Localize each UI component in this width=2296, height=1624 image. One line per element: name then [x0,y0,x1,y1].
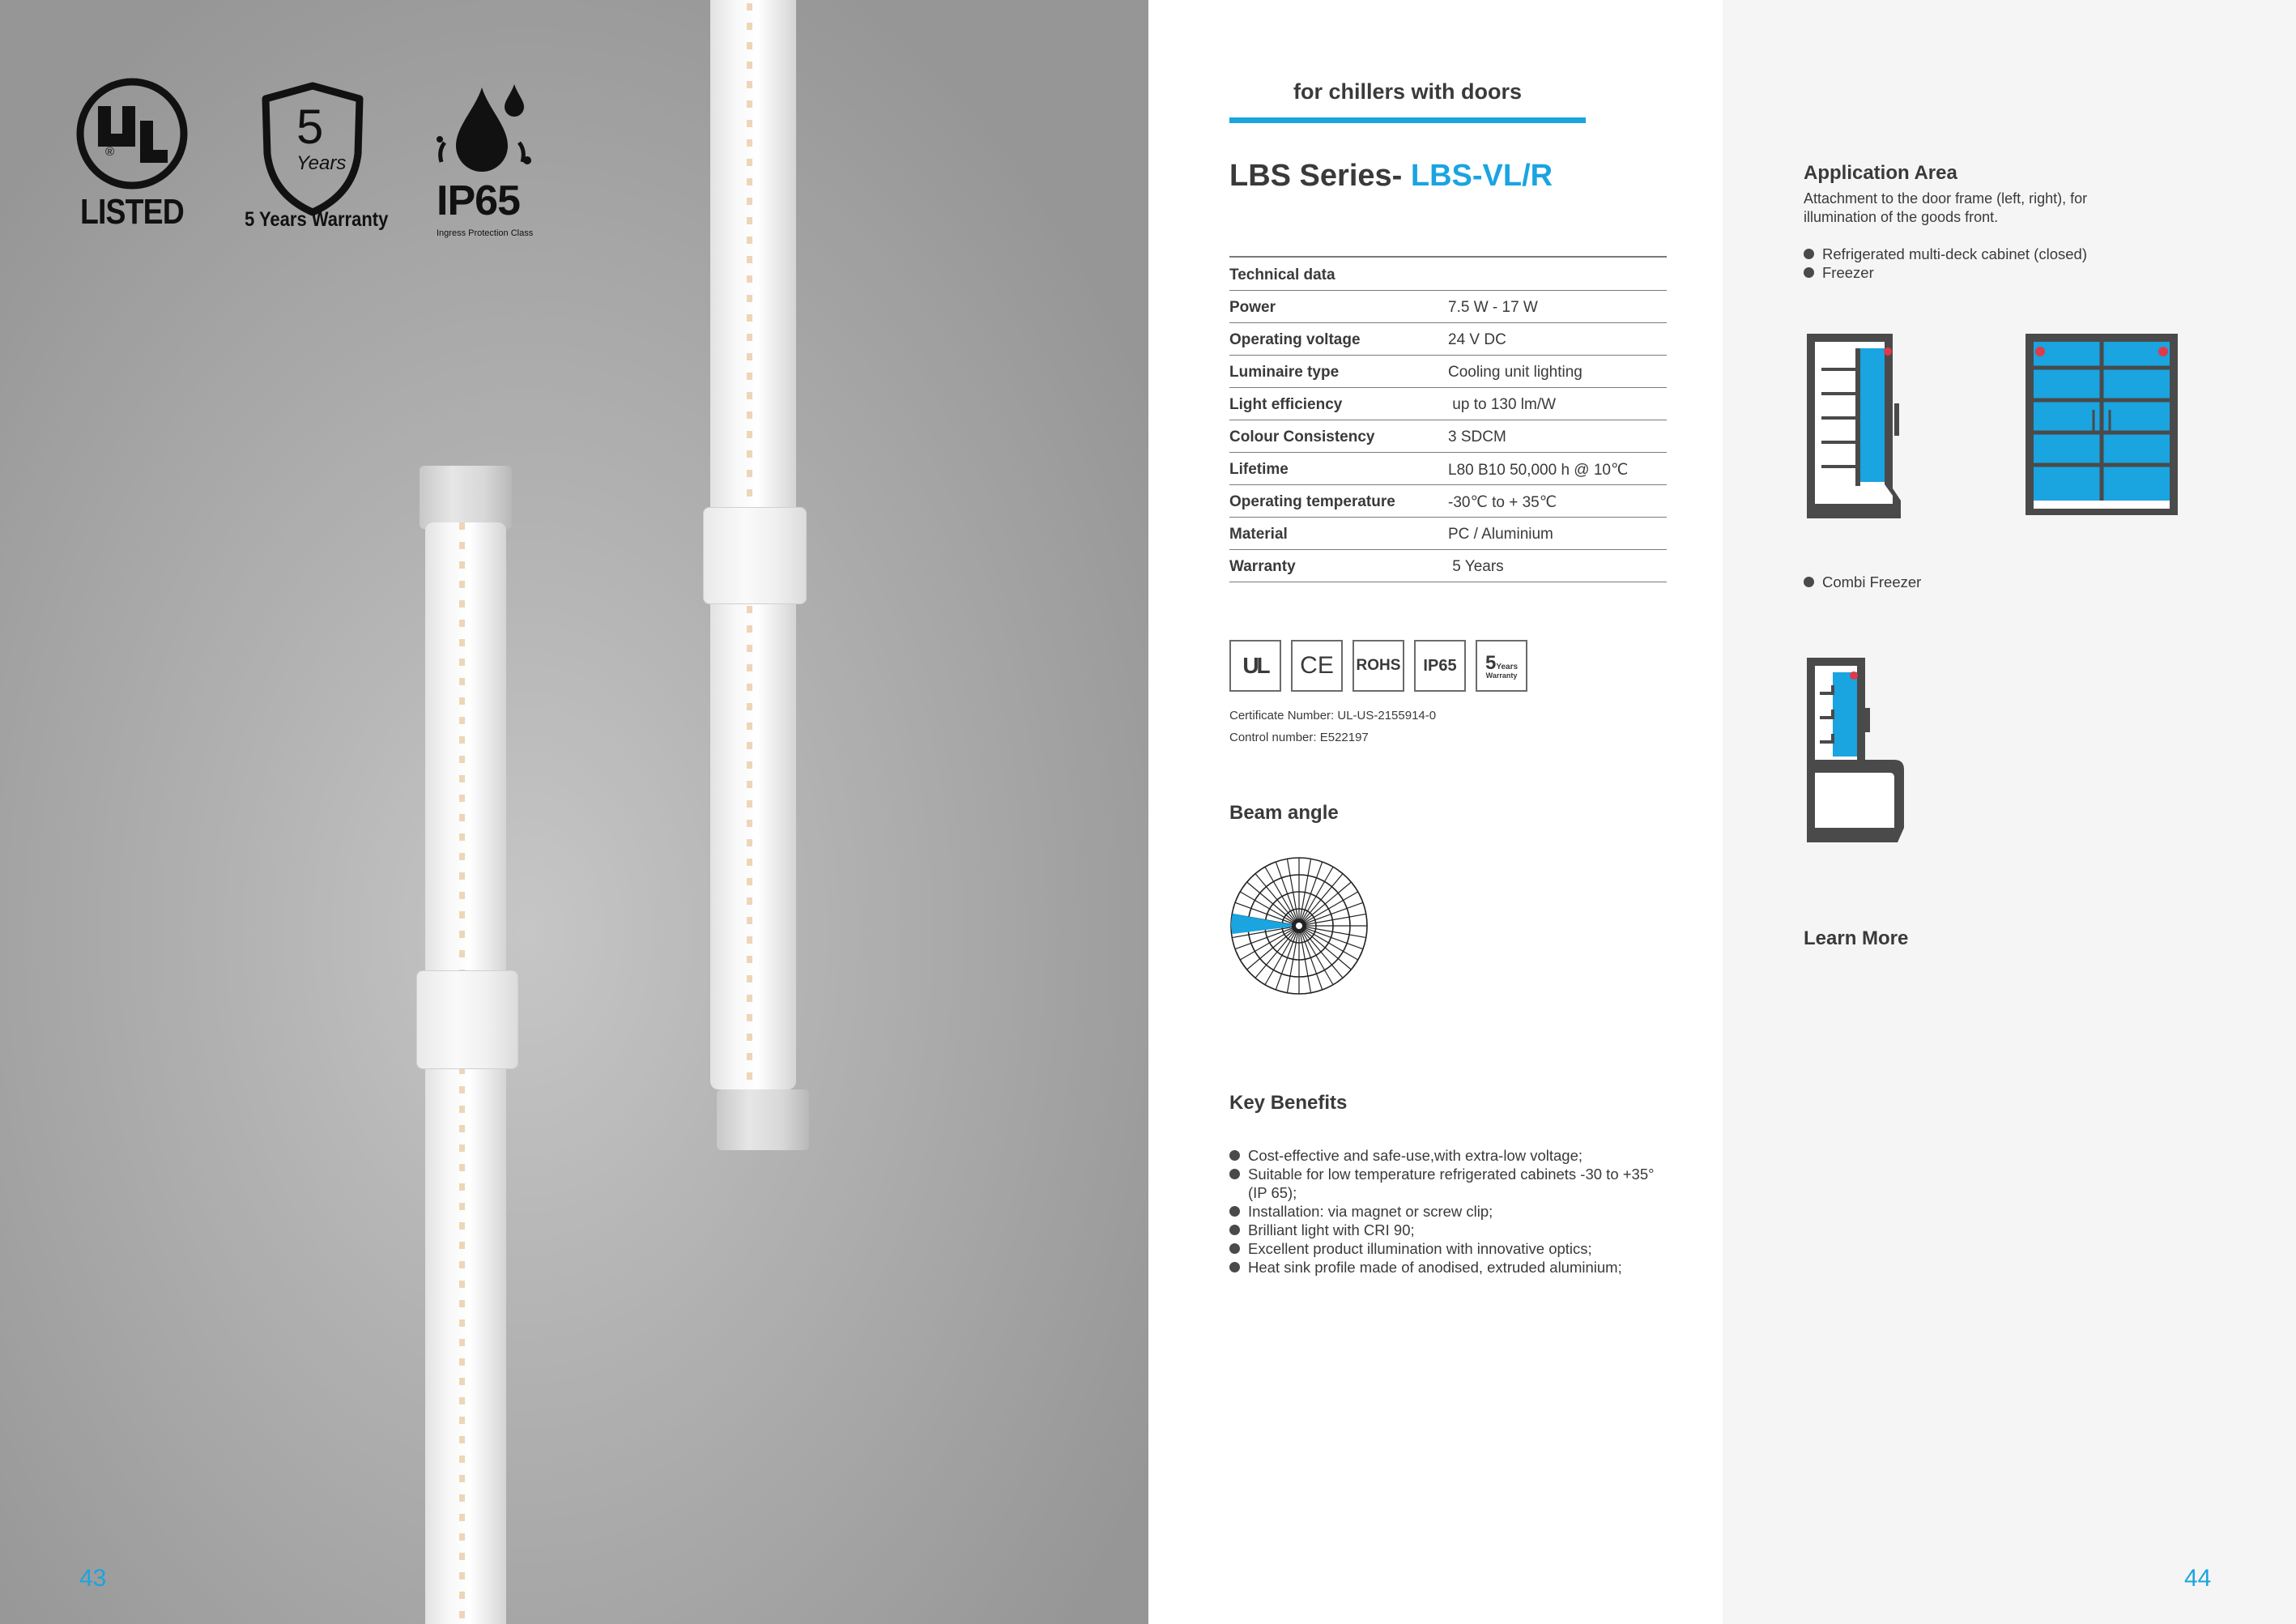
key-benefits-title: Key Benefits [1229,1092,1348,1114]
spec-value: Cooling unit lighting [1448,364,1582,381]
application-description [1804,190,2087,227]
page-number-left: 43 [79,1565,107,1592]
spec-value: 24 V DC [1448,331,1506,348]
application-item [1804,245,2087,263]
warranty-label: 5 Years Warranty [245,208,389,231]
spec-row-temperature [1229,484,1667,518]
tube-end-cap-left [420,466,512,529]
cert-warranty-word: Warranty [1485,671,1518,680]
spec-label: Light efficiency [1229,396,1343,413]
cert-warranty-icon [1476,640,1527,692]
combi-freezer-icon [1804,654,1909,845]
ip65-caption: Ingress Protection Class [437,228,534,238]
cert-ul-text: UL [1242,653,1268,678]
beam-angle-title: Beam angle [1229,802,1339,824]
spec-row-power [1229,290,1667,323]
benefit-text: Installation: via magnet or screw clip; [1248,1203,1493,1220]
spec-row-luminaire [1229,355,1667,388]
application-title: Application Area [1804,162,1957,184]
spec-label: Operating voltage [1229,331,1361,348]
benefit-text: Excellent product illumination with innovative optics; [1248,1240,1592,1257]
application-item-text: Freezer [1822,264,1874,281]
benefit-item [1229,1165,1715,1202]
spec-value: 7.5 W - 17 W [1448,299,1538,316]
spec-row-material [1229,517,1667,550]
application-desc-line: Attachment to the door frame (left, right), for [1804,190,2088,207]
spec-label: Colour Consistency [1229,428,1375,445]
tube-end-cap-right [717,1089,809,1150]
benefit-item [1229,1258,1715,1277]
cert-ce-icon [1291,640,1343,692]
ul-listed-badge [75,77,197,239]
benefit-text: Cost-effective and safe-use,with extra-low voltage; [1248,1147,1583,1164]
cert-ip65-icon [1414,640,1466,692]
spec-row-voltage [1229,322,1667,356]
application-page [1723,0,2296,1624]
spec-value: -30℃ to + 35℃ [1448,494,1557,511]
warranty-badge [243,81,389,243]
spec-value: PC / Aluminium [1448,526,1553,543]
multideck-cabinet-side-icon [1804,330,1905,521]
spec-label: Warranty [1229,558,1296,575]
certificate-number: Certificate Number: UL-US-2155914-0 [1229,709,1437,722]
cert-rohs-text: ROHS [1356,657,1401,674]
spec-label: Power [1229,299,1276,316]
tube-clip-left [416,970,518,1069]
led-tube-left [425,522,506,1624]
warranty-years-word: Years [296,152,347,174]
spec-value: 5 Years [1448,558,1504,575]
application-item [1804,263,2087,282]
control-number: Control number: E522197 [1229,731,1369,744]
spec-label: Luminaire type [1229,364,1340,381]
multideck-cabinet-front-icon [2024,332,2179,517]
spec-value: up to 130 lm/W [1448,396,1557,413]
table-title-row [1229,258,1667,291]
warranty-years-number: 5 [296,100,324,154]
benefit-item [1229,1239,1715,1258]
benefit-text: Suitable for low temperature refrigerated cabinets -30 to +35° (IP 65); [1248,1166,1655,1201]
ip65-code-text: IP65 [437,177,520,224]
tube-clip-right [703,507,807,604]
application-item [1804,573,1921,591]
page-number-right: 44 [2184,1565,2212,1592]
cert-warranty-number: 5 [1485,652,1497,674]
benefit-item [1229,1202,1715,1221]
application-desc-line: illumination of the goods front. [1804,209,1999,225]
learn-more-link[interactable]: Learn More [1804,927,1909,949]
spec-value: L80 B10 50,000 h @ 10℃ [1448,462,1629,479]
benefits-list [1229,1146,1715,1277]
benefit-text: Heat sink profile made of anodised, extruded aluminium; [1248,1259,1622,1276]
cert-rohs-icon [1352,640,1404,692]
title-model: LBS-VL/R [1410,159,1553,193]
benefit-text: Brilliant light with CRI 90; [1248,1221,1415,1238]
spec-row-efficiency [1229,387,1667,420]
ip65-code [437,177,520,225]
product-title [1229,159,1553,194]
benefit-item [1229,1146,1715,1165]
ip65-badge [433,79,563,249]
beam-angle-diagram [1228,855,1370,997]
table-title: Technical data [1229,266,1335,283]
application-list [1804,245,2087,282]
spec-label: Material [1229,526,1288,543]
spec-row-warranty [1229,549,1667,582]
application-item-text: Refrigerated multi-deck cabinet (closed) [1822,245,2087,262]
cert-warranty-years: Years [1496,663,1519,671]
benefit-item [1229,1221,1715,1239]
title-series: LBS Series- [1229,159,1411,193]
cert-ce-text: CE [1300,652,1334,679]
spec-label: Lifetime [1229,461,1289,478]
ul-registered-mark: ® [105,145,115,159]
spec-label: Operating temperature [1229,493,1395,510]
spec-value: 3 SDCM [1448,428,1506,445]
application-item-text: Combi Freezer [1822,573,1922,590]
cert-ul-icon [1229,640,1281,692]
ul-logo-icon [75,77,197,190]
combi-freezer-label [1804,573,1921,591]
page-header: for chillers with doors [1293,79,1523,104]
spec-row-colour [1229,420,1667,453]
cert-ip65-text: IP65 [1423,656,1457,675]
specifications-page [1148,0,1723,1624]
ul-listed-label: LISTED [80,192,184,232]
spec-row-lifetime [1229,452,1667,485]
header-underline [1229,117,1586,123]
water-drop-icon [433,79,547,177]
